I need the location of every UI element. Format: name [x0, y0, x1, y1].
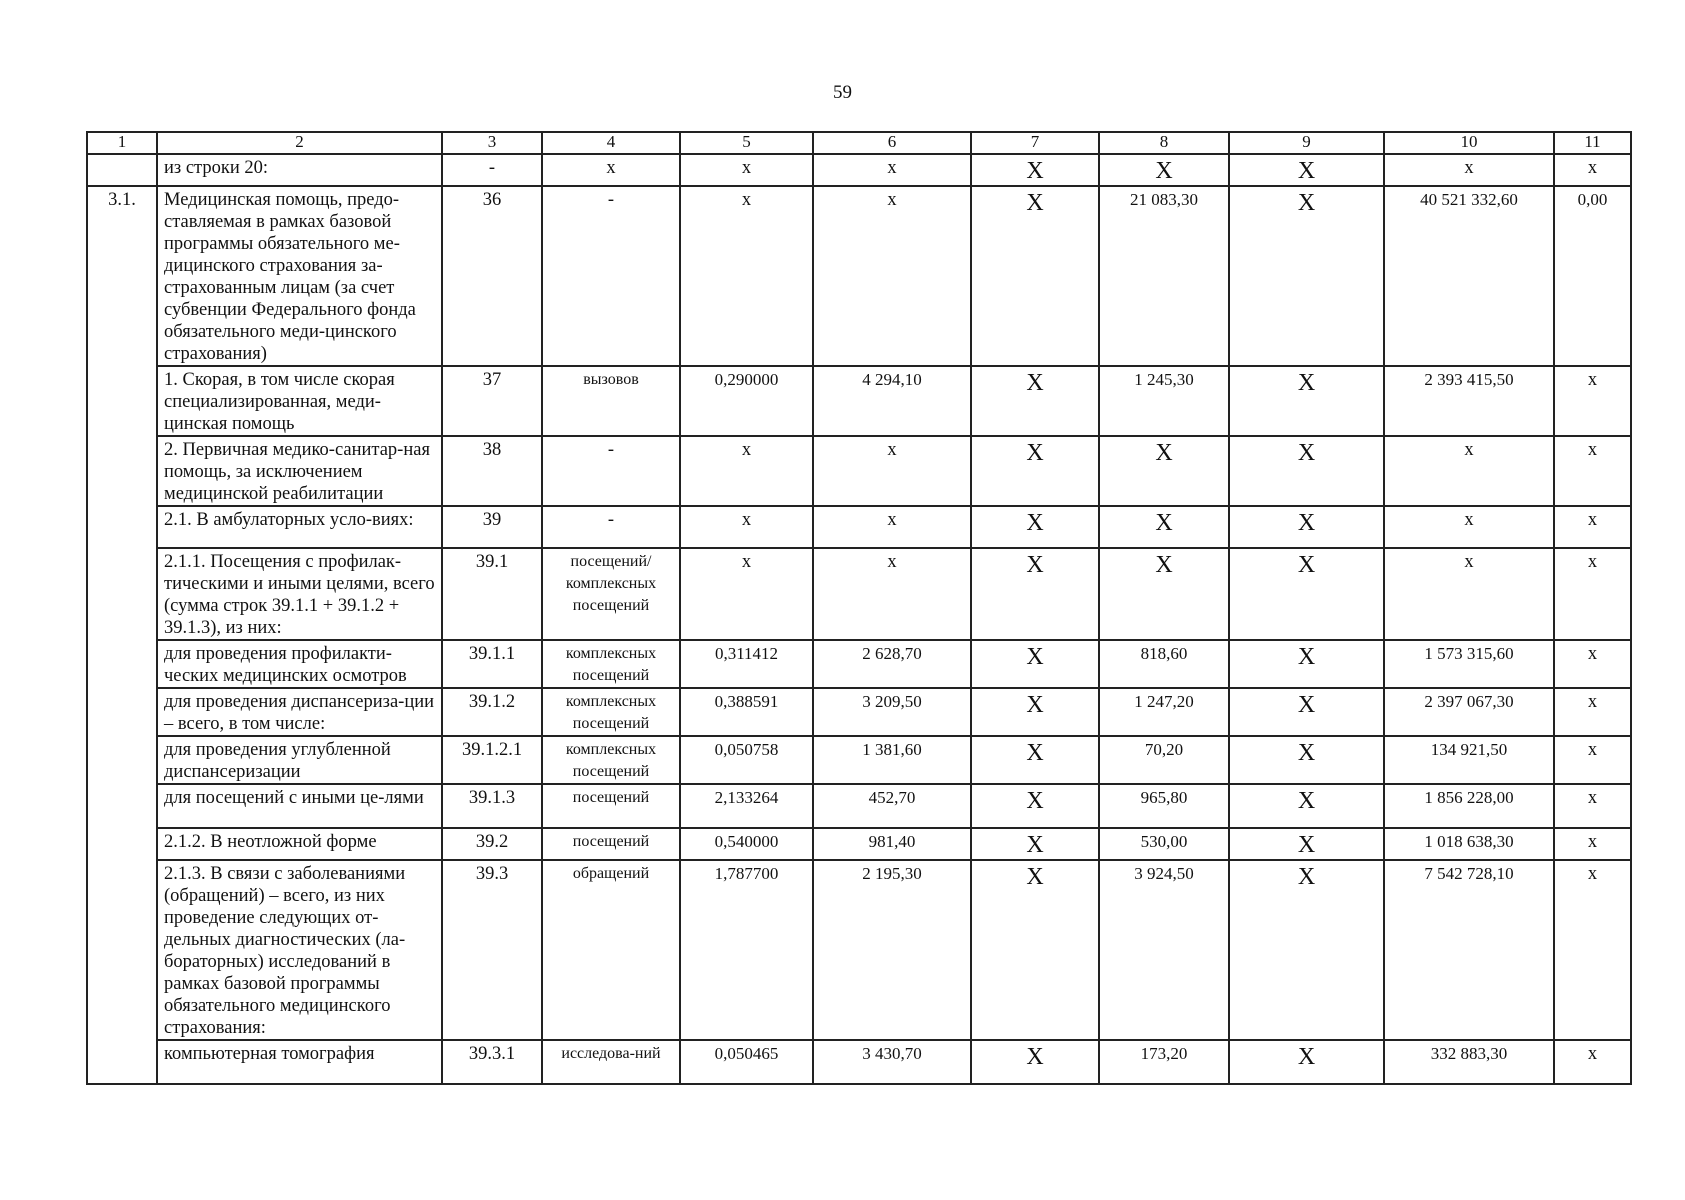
col8-cell: 818,60: [1099, 640, 1229, 688]
line-code-cell: 39.3: [442, 860, 542, 1040]
volume-norm-cell: х: [680, 548, 813, 640]
table-row: [87, 154, 1631, 186]
cost-norm-cell: 3 209,50: [813, 688, 971, 736]
column-number: 8: [1099, 132, 1229, 154]
row-number-cell: [87, 828, 157, 860]
row-name-cell: для проведения диспансериза-ции – всего, в том числе:: [157, 688, 442, 736]
col10-cell: 1 856 228,00: [1384, 784, 1554, 828]
col11-cell: х: [1554, 784, 1631, 828]
unit-cell: вызовов: [542, 366, 680, 436]
unit-cell: комплексных посещений: [542, 640, 680, 688]
table-row: [87, 784, 1631, 828]
col10-cell: 332 883,30: [1384, 1040, 1554, 1084]
row-number-cell: [87, 640, 157, 688]
col8-cell: Х: [1099, 436, 1229, 506]
col8-cell: 70,20: [1099, 736, 1229, 784]
row-number-cell: [87, 784, 157, 828]
col7-cell: Х: [971, 784, 1099, 828]
volume-norm-cell: 2,133264: [680, 784, 813, 828]
line-code-cell: 37: [442, 366, 542, 436]
unit-cell: х: [542, 154, 680, 186]
column-number: 7: [971, 132, 1099, 154]
col10-cell: 1 018 638,30: [1384, 828, 1554, 860]
unit-cell: посещений: [542, 784, 680, 828]
table-row: [87, 436, 1631, 506]
col8-cell: Х: [1099, 506, 1229, 548]
col9-cell: Х: [1229, 784, 1384, 828]
col11-cell: х: [1554, 860, 1631, 1040]
line-code-cell: 39.1.3: [442, 784, 542, 828]
row-name-cell: для проведения углубленной диспансеризации: [157, 736, 442, 784]
volume-norm-cell: 0,388591: [680, 688, 813, 736]
table-row: [87, 366, 1631, 436]
row-name-cell: для проведения профилакти-ческих медицинских осмотров: [157, 640, 442, 688]
column-number: 2: [157, 132, 442, 154]
table-row: [87, 506, 1631, 548]
row-name-cell: Медицинская помощь, предо-ставляемая в рамках базовой программы обязательного ме-дицинского страхования за-страхованным лицам (за счет субвенции Федерального фонда обязательного меди-цинского страхования): [157, 186, 442, 366]
col11-cell: х: [1554, 506, 1631, 548]
row-name-cell: 2.1. В амбулаторных усло-виях:: [157, 506, 442, 548]
col8-cell: 965,80: [1099, 784, 1229, 828]
column-number: 11: [1554, 132, 1631, 154]
col10-cell: 134 921,50: [1384, 736, 1554, 784]
col10-cell: 1 573 315,60: [1384, 640, 1554, 688]
line-code-cell: -: [442, 154, 542, 186]
cost-norm-cell: 2 628,70: [813, 640, 971, 688]
cost-norm-cell: 3 430,70: [813, 1040, 971, 1084]
col8-cell: 1 247,20: [1099, 688, 1229, 736]
row-number-cell: [87, 366, 157, 436]
row-number-cell: [87, 506, 157, 548]
line-code-cell: 36: [442, 186, 542, 366]
row-number-cell: 3.1.: [87, 186, 157, 366]
line-code-cell: 39.1.1: [442, 640, 542, 688]
col8-cell: Х: [1099, 548, 1229, 640]
unit-cell: комплексных посещений: [542, 736, 680, 784]
col11-cell: х: [1554, 1040, 1631, 1084]
cost-norm-cell: 452,70: [813, 784, 971, 828]
table-row: [87, 688, 1631, 736]
row-name-cell: 2.1.3. В связи с заболеваниями (обращений) – всего, из них проведение следующих от-дельных диагностических (ла-бораторных) исследований в рамках базовой программы обязательного медицинского страхования:: [157, 860, 442, 1040]
unit-cell: -: [542, 506, 680, 548]
col8-cell: 173,20: [1099, 1040, 1229, 1084]
unit-cell: -: [542, 436, 680, 506]
col9-cell: Х: [1229, 154, 1384, 186]
col10-cell: 40 521 332,60: [1384, 186, 1554, 366]
column-number: 5: [680, 132, 813, 154]
table-row: [87, 828, 1631, 860]
unit-cell: комплексных посещений: [542, 688, 680, 736]
volume-norm-cell: 0,290000: [680, 366, 813, 436]
col11-cell: х: [1554, 640, 1631, 688]
col8-cell: 3 924,50: [1099, 860, 1229, 1040]
line-code-cell: 39.2: [442, 828, 542, 860]
cost-norm-cell: х: [813, 186, 971, 366]
line-code-cell: 39.1.2.1: [442, 736, 542, 784]
col7-cell: Х: [971, 1040, 1099, 1084]
col9-cell: Х: [1229, 506, 1384, 548]
unit-cell: посещений: [542, 828, 680, 860]
col10-cell: 2 397 067,30: [1384, 688, 1554, 736]
col11-cell: х: [1554, 548, 1631, 640]
row-name-cell: компьютерная томография: [157, 1040, 442, 1084]
volume-norm-cell: 0,311412: [680, 640, 813, 688]
col7-cell: Х: [971, 736, 1099, 784]
col7-cell: Х: [971, 828, 1099, 860]
col9-cell: Х: [1229, 828, 1384, 860]
col8-cell: Х: [1099, 154, 1229, 186]
line-code-cell: 39.1.2: [442, 688, 542, 736]
col11-cell: 0,00: [1554, 186, 1631, 366]
cost-norm-cell: 1 381,60: [813, 736, 971, 784]
row-name-cell: 2.1.2. В неотложной форме: [157, 828, 442, 860]
table-row: [87, 860, 1631, 1040]
col7-cell: Х: [971, 154, 1099, 186]
unit-cell: -: [542, 186, 680, 366]
col9-cell: Х: [1229, 366, 1384, 436]
table-row: [87, 736, 1631, 784]
unit-cell: посещений/ комплексных посещений: [542, 548, 680, 640]
table-row: [87, 548, 1631, 640]
col10-cell: х: [1384, 506, 1554, 548]
col9-cell: Х: [1229, 688, 1384, 736]
volume-norm-cell: 0,540000: [680, 828, 813, 860]
col11-cell: х: [1554, 436, 1631, 506]
row-name-cell: для посещений с иными це-лями: [157, 784, 442, 828]
col10-cell: х: [1384, 436, 1554, 506]
volume-norm-cell: х: [680, 186, 813, 366]
row-number-cell: [87, 1040, 157, 1084]
cost-norm-cell: 4 294,10: [813, 366, 971, 436]
col8-cell: 1 245,30: [1099, 366, 1229, 436]
line-code-cell: 39: [442, 506, 542, 548]
col7-cell: Х: [971, 186, 1099, 366]
col9-cell: Х: [1229, 548, 1384, 640]
col8-cell: 530,00: [1099, 828, 1229, 860]
col8-cell: 21 083,30: [1099, 186, 1229, 366]
col10-cell: х: [1384, 548, 1554, 640]
row-number-cell: [87, 436, 157, 506]
col11-cell: х: [1554, 366, 1631, 436]
col11-cell: х: [1554, 828, 1631, 860]
cost-norm-cell: х: [813, 506, 971, 548]
col7-cell: Х: [971, 548, 1099, 640]
row-number-cell: [87, 736, 157, 784]
col7-cell: Х: [971, 860, 1099, 1040]
col7-cell: Х: [971, 506, 1099, 548]
row-number-cell: [87, 548, 157, 640]
cost-norm-cell: 981,40: [813, 828, 971, 860]
col9-cell: Х: [1229, 736, 1384, 784]
volume-norm-cell: х: [680, 154, 813, 186]
row-name-cell: 1. Скорая, в том числе скорая специализированная, меди-цинская помощь: [157, 366, 442, 436]
page-number: 59: [833, 82, 852, 103]
volume-norm-cell: 0,050758: [680, 736, 813, 784]
row-number-cell: [87, 860, 157, 1040]
volume-norm-cell: х: [680, 436, 813, 506]
col11-cell: х: [1554, 154, 1631, 186]
row-number-cell: [87, 688, 157, 736]
row-number-cell: [87, 154, 157, 186]
cost-norm-cell: х: [813, 436, 971, 506]
col7-cell: Х: [971, 366, 1099, 436]
line-code-cell: 38: [442, 436, 542, 506]
column-number: 4: [542, 132, 680, 154]
unit-cell: исследова-ний: [542, 1040, 680, 1084]
row-name-cell: из строки 20:: [157, 154, 442, 186]
table-row: [87, 640, 1631, 688]
row-name-cell: 2.1.1. Посещения с профилак-тическими и иными целями, всего (сумма строк 39.1.1 + 39.1.2 + 39.1.3), из них:: [157, 548, 442, 640]
col9-cell: Х: [1229, 436, 1384, 506]
col9-cell: Х: [1229, 1040, 1384, 1084]
line-code-cell: 39.3.1: [442, 1040, 542, 1084]
table-row: [87, 1040, 1631, 1084]
col11-cell: х: [1554, 688, 1631, 736]
cost-norm-cell: х: [813, 154, 971, 186]
col11-cell: х: [1554, 736, 1631, 784]
column-number: 3: [442, 132, 542, 154]
column-number: 1: [87, 132, 157, 154]
col10-cell: 7 542 728,10: [1384, 860, 1554, 1040]
col10-cell: 2 393 415,50: [1384, 366, 1554, 436]
table-row: [87, 186, 1631, 366]
line-code-cell: 39.1: [442, 548, 542, 640]
col7-cell: Х: [971, 436, 1099, 506]
volume-norm-cell: х: [680, 506, 813, 548]
column-number: 6: [813, 132, 971, 154]
col7-cell: Х: [971, 640, 1099, 688]
data-table: [86, 131, 1632, 1085]
col10-cell: х: [1384, 154, 1554, 186]
col9-cell: Х: [1229, 860, 1384, 1040]
col9-cell: Х: [1229, 640, 1384, 688]
cost-norm-cell: х: [813, 548, 971, 640]
column-number: 9: [1229, 132, 1384, 154]
unit-cell: обращений: [542, 860, 680, 1040]
column-number-row: [87, 132, 1631, 154]
volume-norm-cell: 1,787700: [680, 860, 813, 1040]
col9-cell: Х: [1229, 186, 1384, 366]
row-name-cell: 2. Первичная медико-санитар-ная помощь, за исключением медицинской реабилитации: [157, 436, 442, 506]
col7-cell: Х: [971, 688, 1099, 736]
column-number: 10: [1384, 132, 1554, 154]
cost-norm-cell: 2 195,30: [813, 860, 971, 1040]
volume-norm-cell: 0,050465: [680, 1040, 813, 1084]
